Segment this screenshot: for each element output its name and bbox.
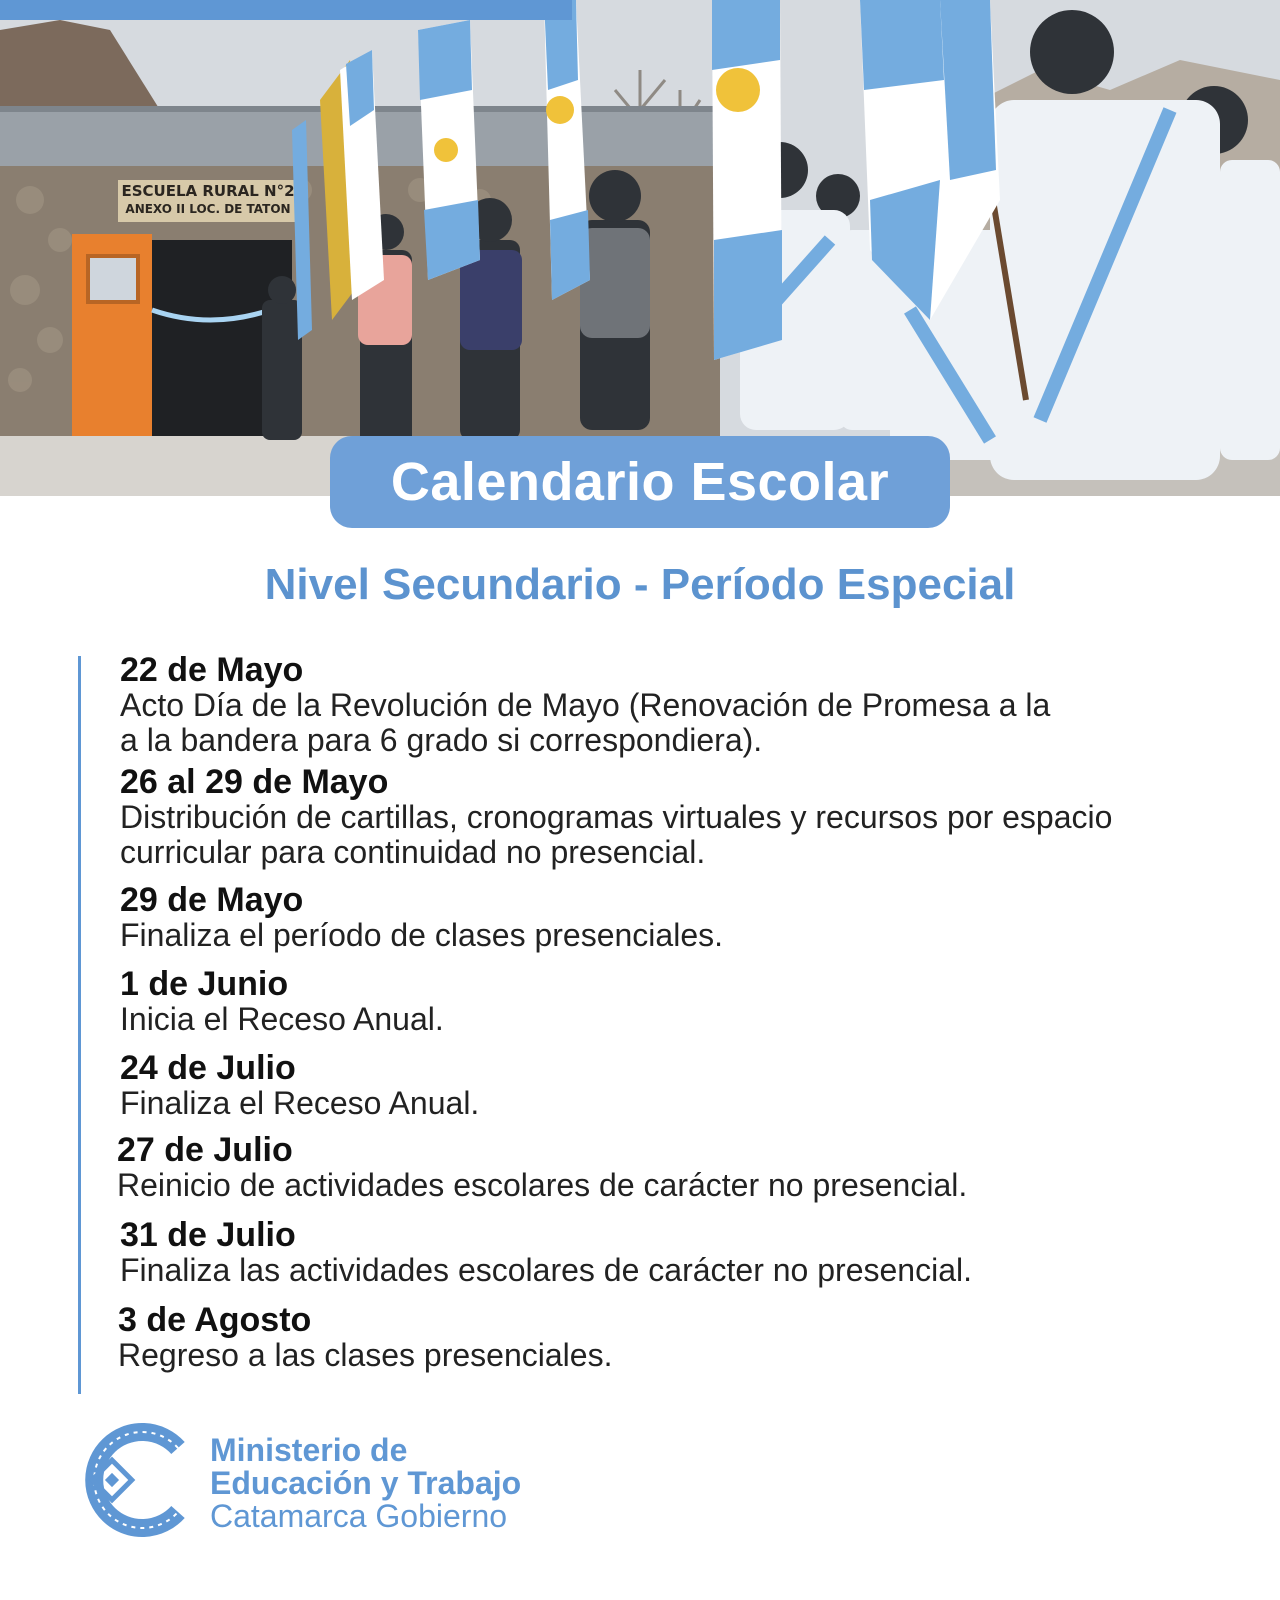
- event-description-line: Distribución de cartillas, cronogramas virtuales y recursos por espacio: [120, 799, 1113, 835]
- event-date: 31 de Julio: [120, 1216, 296, 1254]
- event-item: [117, 1132, 967, 1203]
- school-sign: [118, 182, 298, 218]
- event-description-line: Regreso a las clases presenciales.: [118, 1337, 613, 1373]
- timeline-line: [78, 656, 81, 1394]
- event-item: [120, 1050, 479, 1121]
- event-date: 24 de Julio: [120, 1049, 296, 1087]
- ministry-name-line1: Ministerio de: [210, 1432, 408, 1468]
- page-subtitle: Nivel Secundario - Período Especial: [264, 560, 1016, 609]
- ministry-name-line3: Catamarca Gobierno: [210, 1498, 508, 1534]
- school-sign-line1: ESCUELA RURAL N°2: [121, 182, 295, 200]
- event-item: [118, 1302, 612, 1373]
- event-date: 3 de Agosto: [118, 1301, 312, 1339]
- event-date: 22 de Mayo: [120, 651, 304, 689]
- ministry-c-logo-icon: [78, 1422, 194, 1538]
- page-title-badge: [330, 436, 950, 528]
- page-title: Calendario Escolar: [390, 452, 890, 512]
- event-description-line: a la bandera para 6 grado si correspondiera).: [120, 722, 763, 758]
- event-date: 29 de Mayo: [120, 881, 304, 919]
- school-sign-line2: ANEXO II LOC. DE TATON: [125, 202, 291, 216]
- event-item: [120, 882, 723, 953]
- event-description-line: Reinicio de actividades escolares de carácter no presencial.: [117, 1167, 968, 1203]
- event-date: 1 de Junio: [120, 965, 289, 1003]
- event-description-line: Finaliza el período de clases presenciales.: [120, 917, 723, 953]
- event-date: 26 al 29 de Mayo: [120, 763, 389, 801]
- event-description-line: Inicia el Receso Anual.: [120, 1001, 444, 1037]
- event-description-line: curricular para continuidad no presencial.: [120, 834, 706, 870]
- event-item: [120, 764, 1112, 870]
- event-item: [120, 652, 1050, 758]
- event-description-line: Finaliza el Receso Anual.: [120, 1085, 480, 1121]
- event-description-line: Finaliza las actividades escolares de carácter no presencial.: [120, 1252, 972, 1288]
- event-item: [120, 966, 444, 1037]
- event-date: 27 de Julio: [117, 1131, 293, 1169]
- ceremony-scene-illustration: [0, 0, 1280, 496]
- top-accent-bar: [0, 0, 572, 20]
- event-description-line: Acto Día de la Revolución de Mayo (Renovación de Promesa a la: [120, 687, 1051, 723]
- hero-photo: [0, 0, 1280, 496]
- event-item: [120, 1217, 972, 1288]
- ministry-name: [210, 1434, 521, 1533]
- ministry-name-line2: Educación y Trabajo: [210, 1465, 522, 1501]
